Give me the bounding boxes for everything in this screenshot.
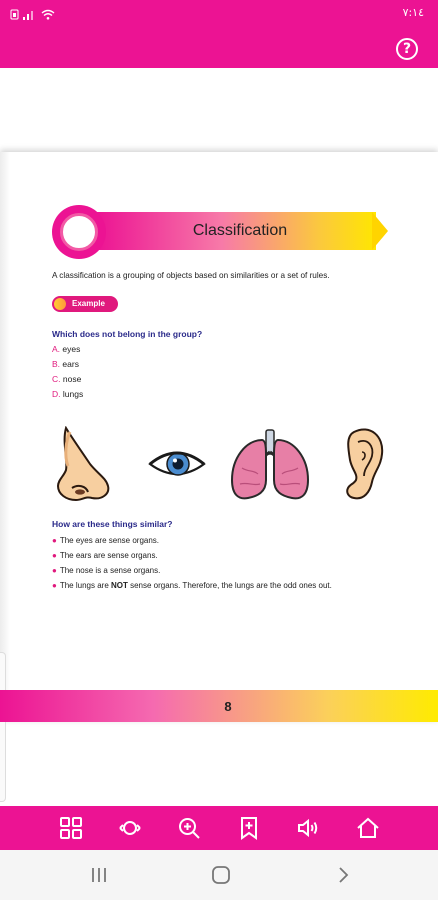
bookmark-button[interactable] xyxy=(237,816,261,840)
option-text: lungs xyxy=(62,389,84,399)
option-letter: C. xyxy=(52,374,61,384)
nose-image xyxy=(52,426,114,502)
similarity-question: How are these things similar? xyxy=(52,519,173,529)
home-icon xyxy=(356,816,380,840)
bullet-text: The ears are sense organs. xyxy=(59,551,158,560)
lungs-image xyxy=(228,428,312,502)
recents-button[interactable] xyxy=(86,862,112,888)
option-letter: B. xyxy=(52,359,61,369)
bullet-item xyxy=(52,581,332,590)
option-letter: D. xyxy=(52,389,61,399)
option-c xyxy=(52,374,81,384)
option-letter: A. xyxy=(52,344,61,354)
example-badge-dot xyxy=(54,298,66,310)
bullet-text: The nose is a sense organs. xyxy=(59,566,161,575)
audio-button[interactable] xyxy=(296,816,320,840)
back-icon xyxy=(335,865,351,885)
option-text: ears xyxy=(62,359,79,369)
signal-icon xyxy=(23,9,37,20)
app-bar xyxy=(0,0,438,68)
bullet-text: The eyes are sense organs. xyxy=(59,536,160,545)
rotate-icon xyxy=(118,816,142,840)
status-time: ٧:١٤ xyxy=(402,6,424,19)
bullet-item xyxy=(52,536,159,545)
option-text: nose xyxy=(62,374,82,384)
home-button[interactable] xyxy=(356,816,380,840)
volume-icon xyxy=(296,816,320,840)
help-button[interactable] xyxy=(396,38,418,60)
page-title: Classification xyxy=(192,222,288,239)
rotate-button[interactable] xyxy=(118,816,142,840)
page-number: 8 xyxy=(224,698,232,714)
bullet-item xyxy=(52,551,158,560)
bullet-emphasis: NOT xyxy=(110,581,128,590)
bullet-dot-icon: ● xyxy=(52,536,57,545)
system-home-button[interactable] xyxy=(208,862,234,888)
recents-icon xyxy=(89,866,109,884)
bullet-text-rest: sense organs. Therefore, the lungs are the odd ones out. xyxy=(127,581,332,590)
bullet-text: The lungs are xyxy=(59,581,111,590)
page-fold xyxy=(0,152,10,722)
ear-image xyxy=(340,426,386,502)
title-banner-tip xyxy=(372,212,388,250)
thumbnails-button[interactable] xyxy=(59,816,83,840)
help-icon: ? xyxy=(402,41,412,57)
back-button[interactable] xyxy=(330,862,356,888)
option-a xyxy=(52,344,80,354)
side-drawer-handle[interactable] xyxy=(0,652,6,802)
title-ring-center xyxy=(60,213,98,251)
option-text: eyes xyxy=(62,344,81,354)
option-b xyxy=(52,359,79,369)
bookmark-add-icon xyxy=(237,816,261,840)
bullet-dot-icon: ● xyxy=(52,551,57,560)
bullet-dot-icon: ● xyxy=(52,566,57,575)
option-d xyxy=(52,389,83,399)
intro-text: A classification is a grouping of objects based on similarities or a set of rules. xyxy=(52,271,330,280)
example-label: Example xyxy=(72,299,105,308)
bullet-dot-icon: ● xyxy=(52,581,57,590)
sim-icon xyxy=(10,9,19,20)
status-icons xyxy=(10,6,55,22)
zoom-in-icon xyxy=(177,816,201,840)
home-circle-icon xyxy=(211,865,231,885)
wifi-icon xyxy=(41,9,55,20)
bullet-item xyxy=(52,566,160,575)
zoom-button[interactable] xyxy=(177,816,201,840)
eye-image xyxy=(148,448,206,480)
question-text: Which does not belong in the group? xyxy=(52,329,203,339)
grid-icon xyxy=(59,816,83,840)
